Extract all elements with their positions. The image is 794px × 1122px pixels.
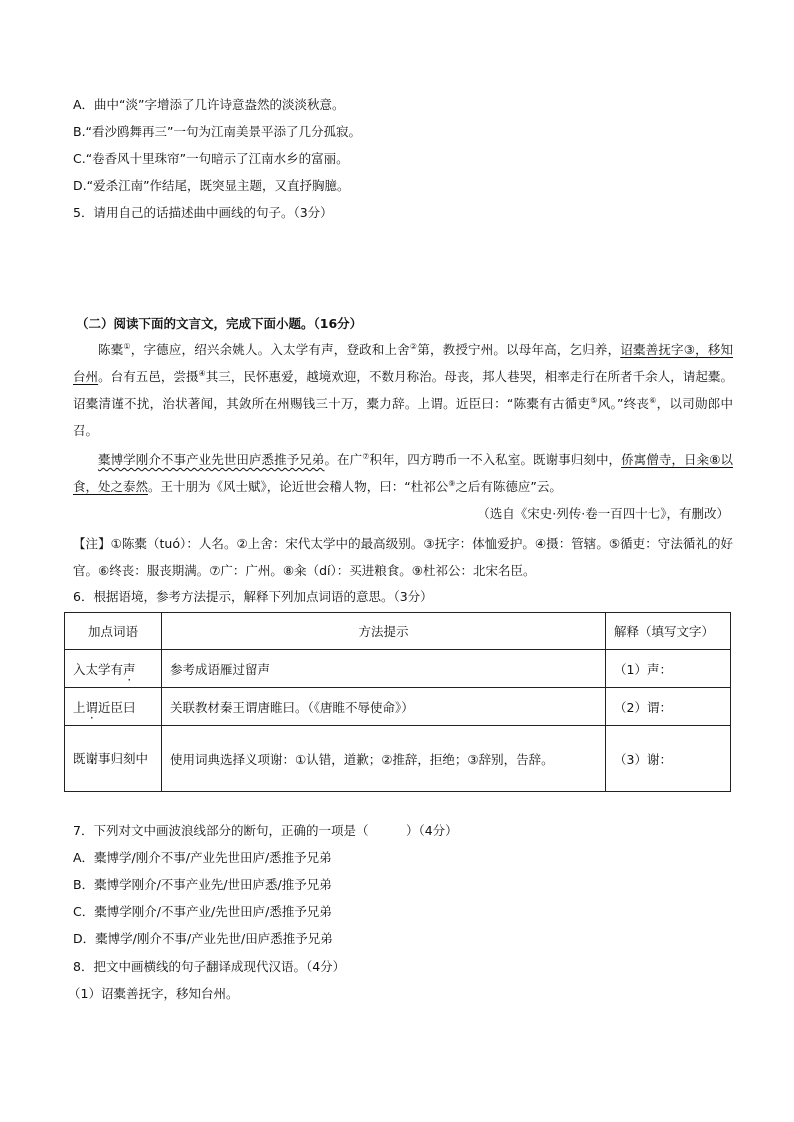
- word-text: 既: [73, 751, 86, 766]
- q7-option-a: A．橐博学/刚介不事/产业先世田庐/悉推予兄弟: [73, 850, 332, 865]
- word-text: 上: [73, 699, 86, 715]
- question-7: 7．下列对文中画波浪线部分的断句，正确的一项是（ ）（4分）: [73, 823, 458, 838]
- passage-text: 之后有陈德应”云。: [455, 479, 562, 494]
- table-cell-hint: 参考成语雁过留声: [162, 650, 606, 688]
- table-cell-hint: 使用词典选择义项谢：①认错，道歉；②推辞，拒绝；③辞别，告辞。: [162, 726, 606, 792]
- table-header: 方法提示: [162, 613, 606, 650]
- passage-text: 第，教授宁州。以母年高，乞归养，: [417, 342, 621, 357]
- table-header: 加点词语: [65, 613, 162, 650]
- table-cell-word: [65, 650, 162, 688]
- footnote-mark: ⑨: [448, 478, 456, 488]
- underlined-sentence-1: 诏橐善抚字③，移知台州: [73, 342, 734, 384]
- q7-option-d: D．橐博学/刚介不事/产业先世/田庐悉推予兄弟: [73, 931, 333, 946]
- passage-paragraph-1: [73, 336, 733, 444]
- passage-text: 。台有五邑，尝摄: [98, 369, 199, 384]
- wavy-underlined-sentence: 橐博学刚介不事产业先世田庐悉推予兄弟: [98, 452, 325, 467]
- question-5: 5．请用自己的话描述曲中画线的句子。（3分）: [73, 205, 333, 220]
- passage-text: 。在广: [324, 452, 363, 467]
- table-header: 解释（填写文字）: [606, 613, 731, 650]
- passage-text: 积年，四方聘币一不入私室。既谢事归刻中，: [369, 452, 622, 467]
- q4-option-d: D.“爱杀江南”作结尾，既突显主题，又直抒胸臆。: [73, 178, 350, 193]
- table-row: [65, 688, 731, 726]
- q7-option-c: C．橐博学刚介/不事产业/先世田庐/悉推予兄弟: [73, 904, 332, 919]
- question-8-part-1: （1）诏橐善抚字，移知台州。: [68, 986, 239, 1001]
- passage-text: 风。”终丧: [597, 396, 650, 411]
- passage-text: 其三，民怀惠爱，越境欢迎，不数月称治。母丧，邦人巷哭，相率走行在所者千余人，请起橐。诏橐清谨不扰，治状著闻，其敛所在州赐钱三十万，橐力辞。上谓。近臣曰：“陈橐有古循吏: [73, 369, 733, 411]
- passage-text: 。王十朋为《风士赋》，论近世会稽人物，曰：“杜祁公: [148, 479, 449, 494]
- question-8: 8．把文中画横线的句子翻译成现代汉语。（4分）: [73, 959, 346, 974]
- q4-option-a: A．曲中“淡”字增添了几许诗意盎然的淡淡秋意。: [73, 97, 345, 112]
- passage-paragraph-2: [73, 446, 733, 500]
- table-cell-answer[interactable]: （2）谓：: [606, 688, 731, 726]
- table-cell-hint: 关联教材秦王谓唐睢曰。（《唐睢不辱使命》）: [162, 688, 606, 726]
- question-6: 6．根据语境，参考方法提示，解释下列加点词语的意思。（3分）: [73, 589, 433, 604]
- passage-text: ，以司勋郎中召。: [73, 396, 733, 438]
- table-cell-answer[interactable]: （3）谢：: [606, 726, 731, 792]
- table-cell-word: [65, 726, 162, 792]
- passage-source: （选自《宋史·列传·卷一百四十七》，有删改）: [477, 506, 729, 521]
- word-text: 事归刻中: [98, 751, 149, 766]
- table-row: [65, 726, 731, 792]
- passage-text: ，字德应，绍兴余姚人。入太学有声，登政和上舍: [130, 342, 410, 357]
- section-2-title: （二）阅读下面的文言文，完成下面小题。（16分）: [76, 316, 363, 331]
- q4-option-b: B.“看沙鸥舞再三”一句为江南美景平添了几分孤寂。: [73, 124, 362, 139]
- table-header-row: [65, 613, 731, 650]
- table-cell-word: [65, 688, 162, 726]
- notes: 【注】①陈橐（tuó）：人名。②上舍：宋代太学中的最高级别。③抚字：体恤爱护。④摄：管辖。⑤循吏：守法循礼的好官。⑥终丧：服丧期满。⑦广：广州。⑧籴（dí）：买进粮食。⑨杜祁公：北宋名臣。: [73, 536, 733, 578]
- footnote-mark: ②: [409, 341, 418, 351]
- passage-text: 陈橐: [98, 342, 124, 357]
- footnote-mark: ⑥: [649, 395, 657, 405]
- table-row: [65, 650, 731, 688]
- q7-option-b: B．橐博学刚介/不事产业先/世田庐悉/推予兄弟: [73, 877, 332, 892]
- dotted-word: 谓: [85, 699, 99, 715]
- q4-option-c: C.“卷香风十里珠帘”一句暗示了江南水乡的富丽。: [73, 151, 349, 166]
- footnote-mark: ①: [123, 341, 131, 351]
- vocabulary-table: [64, 612, 731, 792]
- dotted-word: 谢: [85, 751, 99, 766]
- dotted-word: 声: [123, 661, 136, 677]
- word-text: 近臣曰: [98, 699, 136, 715]
- table-cell-answer[interactable]: （1）声：: [606, 650, 731, 688]
- footnote-mark: ⑤: [590, 395, 598, 405]
- word-text: 入太学有: [73, 661, 124, 677]
- footnote-mark: ⑦: [362, 451, 370, 461]
- footnote-mark: ④: [198, 368, 206, 378]
- underlined-sentence-2: 侨寓僧寺，日籴⑧以食，处之泰然: [73, 452, 733, 494]
